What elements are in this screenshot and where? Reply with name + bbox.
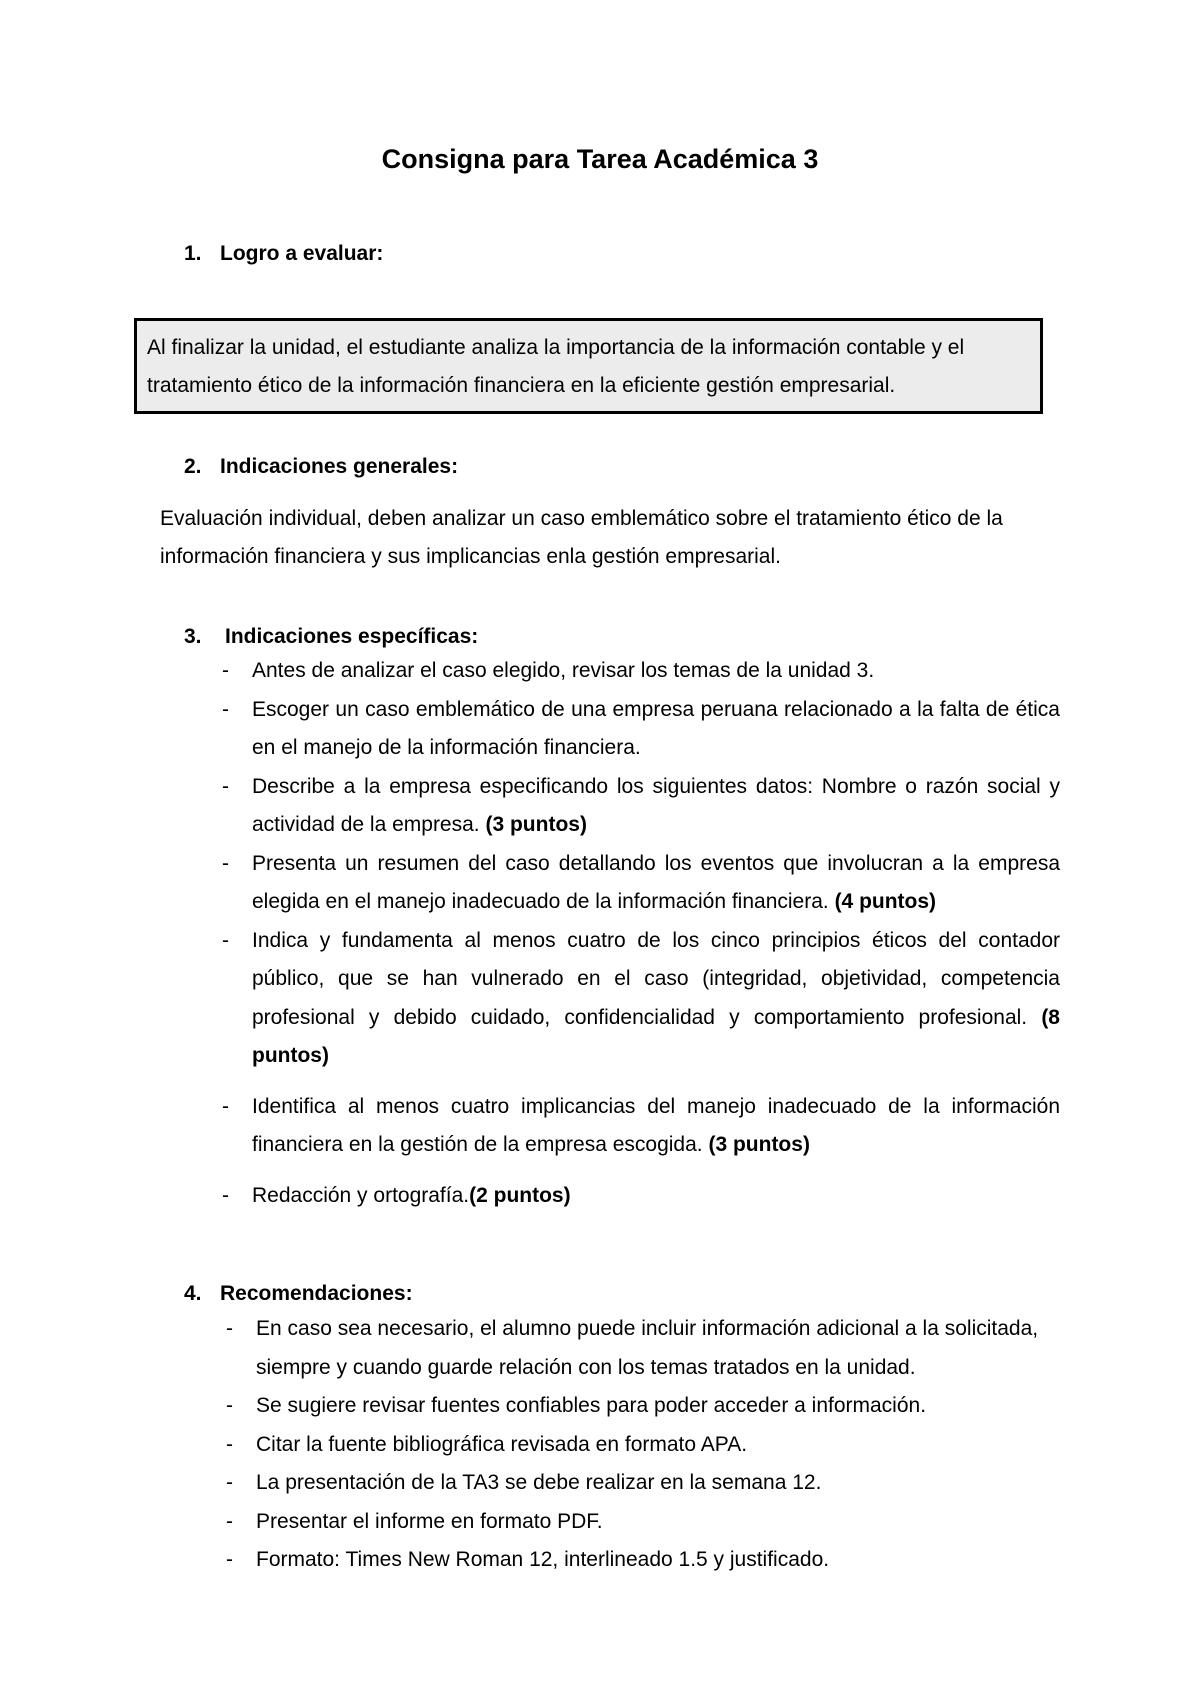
section-title: Recomendaciones: bbox=[220, 1282, 413, 1305]
section-number: 3. bbox=[184, 625, 202, 648]
item-text: Formato: Times New Roman 12, interlineado 1.5 y justificado. bbox=[256, 1548, 830, 1571]
item-text: Escoger un caso emblemático de una empresa peruana relacionado a la falta de ética en el manejo de la información financiera. bbox=[252, 697, 1060, 759]
dash-marker: - bbox=[222, 1094, 229, 1118]
item-text: Se sugiere revisar fuentes confiables para poder acceder a información. bbox=[256, 1394, 927, 1417]
section-title: Indicaciones específicas: bbox=[225, 625, 479, 648]
item-text: Identifica al menos cuatro implicancias del manejo inadecuado de la información financiera en la gestión de la empresa escogida. bbox=[252, 1094, 1060, 1156]
list-item bbox=[226, 1426, 1076, 1465]
dash-marker: - bbox=[222, 774, 229, 798]
dash-marker: - bbox=[222, 851, 229, 875]
item-text: Citar la fuente bibliográfica revisada en formato APA. bbox=[256, 1432, 748, 1456]
dash-marker: - bbox=[226, 1432, 233, 1456]
dash-marker: - bbox=[226, 1471, 233, 1494]
list-item bbox=[226, 1387, 1076, 1426]
item-text: Describe a la empresa especificando los siguientes datos: Nombre o razón social y actividad de la empresa. bbox=[252, 774, 1060, 836]
item-text: Presenta un resumen del caso detallando los eventos que involucran a la empresa elegida en el manejo inadecuado de la información financiera. bbox=[252, 851, 1060, 913]
list-item bbox=[226, 1464, 1076, 1503]
logro-text: Al finalizar la unidad, el estudiante analiza la importancia de la información contable y el tratamiento ético de la información financiera en la eficiente gestión empresarial. bbox=[147, 336, 965, 397]
section-heading-logro bbox=[184, 242, 383, 266]
list-item bbox=[226, 1541, 1076, 1580]
item-text: La presentación de la TA3 se debe realizar en la semana 12. bbox=[256, 1471, 822, 1494]
list-item bbox=[222, 1088, 1060, 1165]
dash-marker: - bbox=[222, 659, 229, 682]
section-heading-recomendaciones bbox=[184, 1282, 413, 1306]
list-item bbox=[222, 768, 1060, 845]
dash-marker: - bbox=[222, 697, 229, 721]
item-text: Indica y fundamenta al menos cuatro de los cinco principios éticos del contador público, que se han vulnerado en el caso (integridad, objetividad, competencia profesional y debido cuidado, confidencialidad y comportamiento profesional. bbox=[252, 928, 1060, 1029]
page-title: Consigna para Tarea Académica 3 bbox=[381, 144, 819, 174]
item-text: Presentar el informe en formato PDF. bbox=[256, 1509, 603, 1533]
points-label: (8 puntos) bbox=[252, 1005, 1060, 1067]
section-number: 1. bbox=[184, 242, 202, 265]
recomendaciones-list bbox=[226, 1310, 1076, 1580]
list-item bbox=[222, 1177, 1060, 1216]
section-title: Indicaciones generales: bbox=[220, 455, 459, 478]
section-title: Logro a evaluar: bbox=[220, 242, 384, 265]
dash-marker: - bbox=[222, 928, 229, 952]
dash-marker: - bbox=[226, 1317, 233, 1340]
list-item bbox=[222, 922, 1060, 1076]
item-text: Redacción y ortografía. bbox=[252, 1183, 470, 1207]
dash-marker: - bbox=[222, 1183, 229, 1207]
list-item bbox=[226, 1310, 1076, 1387]
points-label: (2 puntos) bbox=[469, 1183, 571, 1207]
list-item bbox=[226, 1503, 1076, 1542]
section-number: 2. bbox=[184, 455, 202, 478]
section-heading-especificas bbox=[184, 625, 478, 649]
item-text: En caso sea necesario, el alumno puede incluir información adicional a la solicitada, siempre y cuando guarde relación con los temas tratados en la unidad. bbox=[256, 1317, 1039, 1379]
points-label: (4 puntos) bbox=[834, 890, 937, 913]
list-item bbox=[222, 652, 1060, 691]
dash-marker: - bbox=[226, 1548, 233, 1571]
section-heading-generales bbox=[184, 455, 458, 479]
dash-marker: - bbox=[226, 1394, 233, 1417]
logro-box bbox=[134, 318, 1043, 414]
list-item bbox=[222, 845, 1060, 922]
section-number: 4. bbox=[184, 1282, 202, 1305]
item-text: Antes de analizar el caso elegido, revisar los temas de la unidad 3. bbox=[252, 659, 875, 682]
points-label: (3 puntos) bbox=[708, 1133, 810, 1156]
generales-text: Evaluación individual, deben analizar un caso emblemático sobre el tratamiento ético de la información financiera y sus implicancias enla gestión empresarial. bbox=[160, 507, 1003, 568]
especificas-list bbox=[222, 652, 1060, 1215]
points-label: (3 puntos) bbox=[485, 813, 587, 836]
dash-marker: - bbox=[226, 1509, 233, 1533]
list-item bbox=[222, 691, 1060, 768]
